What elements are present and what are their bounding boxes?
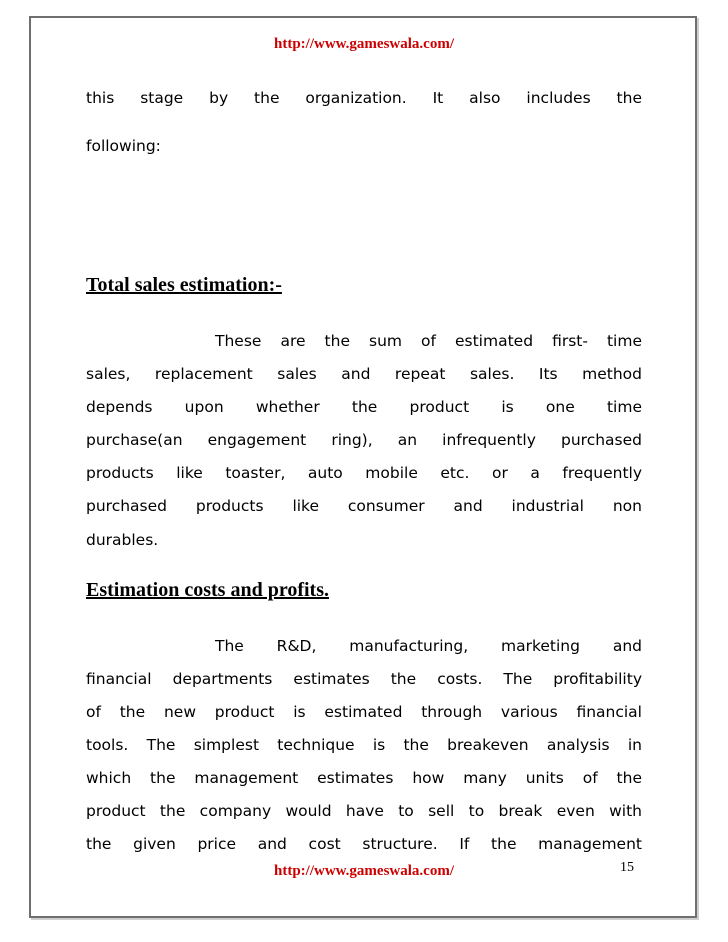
paragraph-line: of the new product is estimated through various financial — [86, 703, 642, 721]
paragraph-line: product the company would have to sell to break even with — [86, 802, 642, 820]
intro-line: this stage by the organization. It also includes the — [86, 89, 642, 107]
section-heading-total-sales: Total sales estimation:- — [86, 274, 282, 296]
paragraph-line: purchased products like consumer and industrial non — [86, 497, 642, 515]
paragraph-line: depends upon whether the product is one time — [86, 398, 642, 416]
paragraph-line: the given price and cost structure. If the management — [86, 835, 642, 853]
paragraph-line: financial departments estimates the costs. The profitability — [86, 670, 642, 688]
paragraph-line: The R&D, manufacturing, marketing and — [215, 637, 642, 655]
header-url[interactable]: http://www.gameswala.com/ — [274, 36, 454, 52]
paragraph-line: tools. The simplest technique is the breakeven analysis in — [86, 736, 642, 754]
paragraph-line: products like toaster, auto mobile etc. or a frequently — [86, 464, 642, 482]
paragraph-line: which the management estimates how many units of the — [86, 769, 642, 787]
paragraph-line: purchase(an engagement ring), an infrequently purchased — [86, 431, 642, 449]
paragraph-line: These are the sum of estimated first- time — [215, 332, 642, 350]
paragraph-line: durables. — [86, 531, 159, 549]
section-heading-costs-profits: Estimation costs and profits. — [86, 579, 329, 601]
page-number: 15 — [620, 860, 634, 875]
footer-url[interactable]: http://www.gameswala.com/ — [274, 863, 454, 879]
paragraph-line: sales, replacement sales and repeat sales. Its method — [86, 365, 642, 383]
intro-line: following: — [86, 137, 161, 155]
